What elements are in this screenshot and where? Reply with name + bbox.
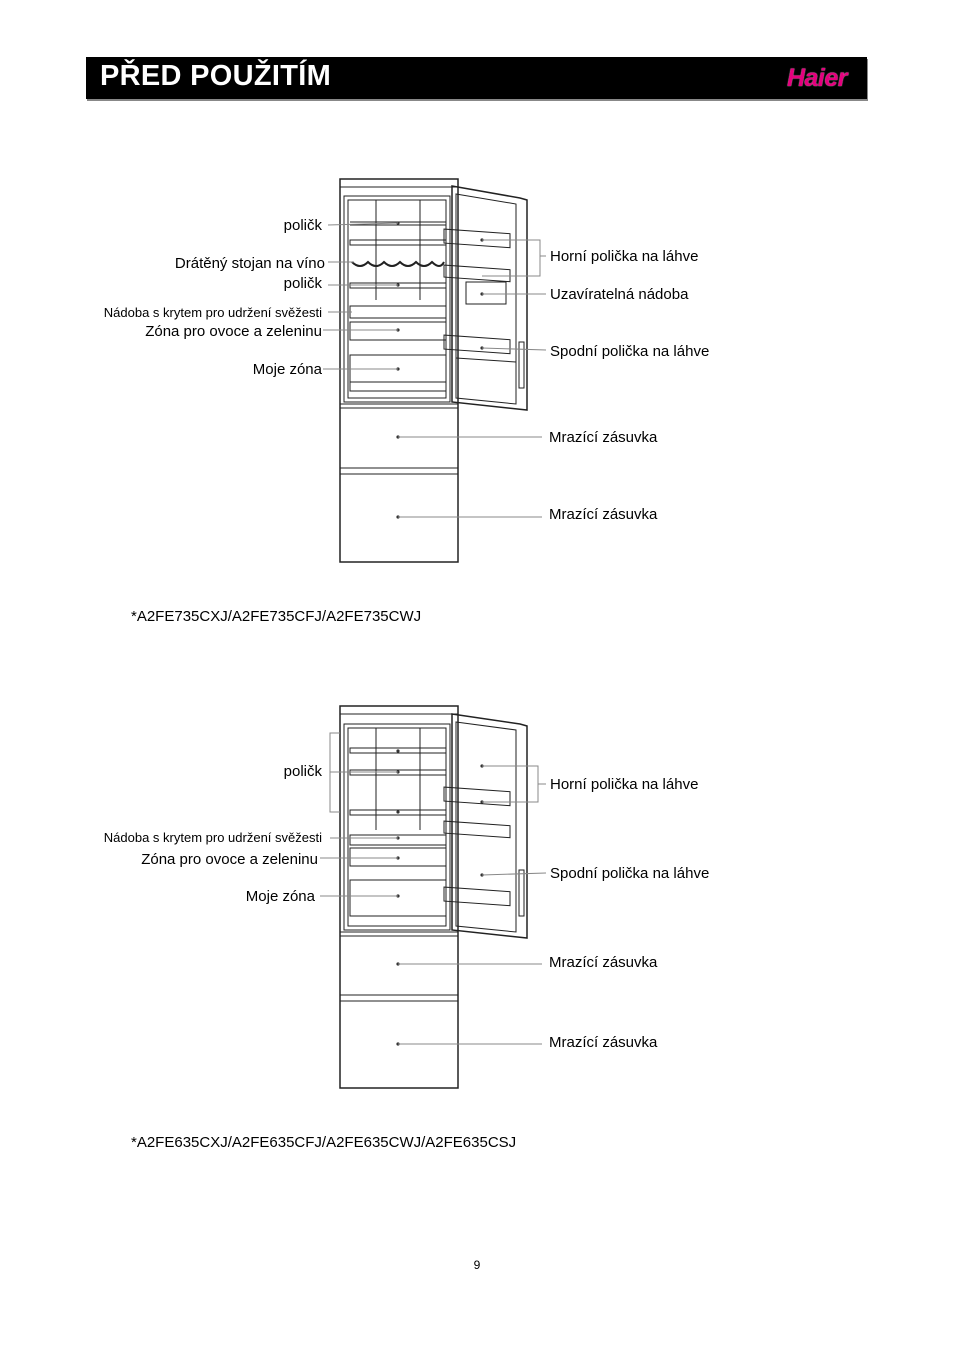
label-my-zone: Moje zóna — [252, 361, 322, 378]
model-numbers-2: *A2FE635CXJ/A2FE635CFJ/A2FE635CWJ/A2FE635CSJ — [131, 1134, 517, 1151]
label-freshness-container: Nádoba s krytem pro udržení svěžesti — [103, 305, 322, 320]
label-closable-container: Uzavíratelná nádoba — [550, 286, 689, 303]
label-freezer-drawer: Mrazící zásuvka — [549, 954, 658, 971]
model-numbers-1: *A2FE735CXJ/A2FE735CFJ/A2FE735CWJ — [131, 608, 422, 625]
page-number: 9 — [473, 1258, 481, 1272]
haier-logo: Haier — [786, 64, 847, 92]
label-upper-bottle-shelf: Horní polička na láhve — [550, 248, 699, 265]
label-upper-bottle-shelf: Horní polička na láhve — [550, 776, 699, 793]
fridge-body — [340, 179, 458, 562]
section-title: PŘED POUŽITÍM — [100, 60, 332, 92]
fridge-drawing-2 — [0, 700, 954, 1170]
label-freshness-container: Nádoba s krytem pro udržení svěžesti — [103, 830, 322, 845]
fridge-diagram-2 — [0, 700, 954, 1170]
label-fruit-veg-zone: Zóna pro ovoce a zeleninu — [145, 323, 322, 340]
label-lower-bottle-shelf: Spodní polička na láhve — [550, 865, 710, 882]
label-shelf: poličk — [283, 275, 322, 292]
label-wine-rack: Drátěný stojan na víno — [174, 255, 325, 272]
label-freezer-drawer: Mrazící zásuvka — [549, 1034, 658, 1051]
label-shelf: poličk — [283, 763, 322, 780]
label-my-zone: Moje zóna — [245, 888, 315, 905]
label-freezer-drawer: Mrazící zásuvka — [549, 429, 658, 446]
label-lower-bottle-shelf: Spodní polička na láhve — [550, 343, 710, 360]
label-freezer-drawer: Mrazící zásuvka — [549, 506, 658, 523]
label-fruit-veg-zone: Zóna pro ovoce a zeleninu — [141, 851, 318, 868]
label-shelf: poličk — [283, 217, 322, 234]
fridge-diagram-1 — [0, 0, 954, 640]
